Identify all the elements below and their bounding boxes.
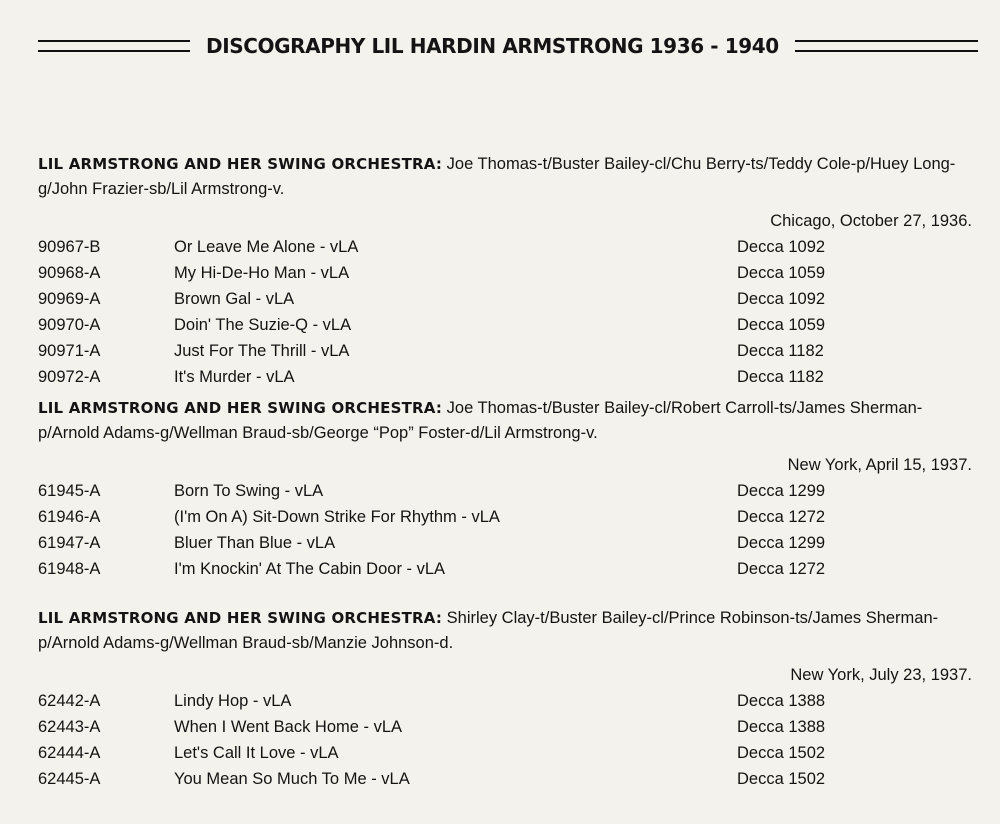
- matrix-number: 90970-A: [38, 315, 101, 334]
- matrix-number: 90969-A: [38, 289, 101, 308]
- session-personnel: [38, 152, 972, 202]
- matrix-number: 61948-A: [38, 559, 101, 578]
- personnel-list: Shirley Clay-t/Buster Bailey-cl/Prince Robinson-ts/James Sherman-p/Arnold Adams-g/Wellman Braud-sb/Manzie Johnson-d.: [38, 609, 939, 652]
- personnel-list: Joe Thomas-t/Buster Bailey-cl/Chu Berry-ts/Teddy Cole-p/Huey Long-g/John Frazier-sb/Lil Armstrong-v.: [38, 155, 956, 198]
- record-label: Decca 1272: [737, 559, 826, 578]
- track-title: Let's Call It Love - vLA: [174, 743, 339, 762]
- track-title: Lindy Hop - vLA: [174, 691, 292, 710]
- track-title: I'm Knockin' At The Cabin Door - vLA: [174, 559, 446, 578]
- record-label: Decca 1059: [737, 315, 826, 334]
- track-row: [38, 556, 972, 582]
- session-personnel: [38, 396, 972, 446]
- session-place-date: New York, April 15, 1937.: [787, 456, 972, 474]
- session-block: [38, 606, 972, 792]
- track-title: Or Leave Me Alone - vLA: [174, 237, 359, 256]
- track-row: [38, 260, 972, 286]
- matrix-number: 62445-A: [38, 769, 101, 788]
- record-label: Decca 1299: [737, 481, 826, 500]
- track-row: [38, 234, 972, 260]
- track-row: [38, 504, 972, 530]
- record-label: Decca 1502: [737, 769, 826, 788]
- personnel-list: Joe Thomas-t/Buster Bailey-cl/Robert Carroll-ts/James Sherman-p/Arnold Adams-g/Wellman Braud-sb/George “Pop” Foster-d/Lil Armstrong-v.: [38, 399, 923, 442]
- page-header: [38, 28, 978, 64]
- page-title: DISCOGRAPHY LIL HARDIN ARMSTRONG 1936 - 1940: [206, 34, 779, 58]
- track-title: Brown Gal - vLA: [174, 289, 295, 308]
- matrix-number: 62443-A: [38, 717, 101, 736]
- track-title: When I Went Back Home - vLA: [174, 717, 403, 736]
- record-label: Decca 1092: [737, 237, 826, 256]
- band-name: LIL ARMSTRONG AND HER SWING ORCHESTRA:: [38, 155, 443, 173]
- track-row: [38, 688, 972, 714]
- matrix-number: 90971-A: [38, 341, 101, 360]
- matrix-number: 90967-B: [38, 237, 101, 256]
- track-title: You Mean So Much To Me - vLA: [174, 769, 410, 788]
- track-row: [38, 740, 972, 766]
- track-title: My Hi-De-Ho Man - vLA: [174, 263, 350, 282]
- matrix-number: 61946-A: [38, 507, 101, 526]
- session-personnel: [38, 606, 972, 656]
- track-table: [38, 688, 972, 792]
- matrix-number: 61945-A: [38, 481, 101, 500]
- record-label: Decca 1272: [737, 507, 826, 526]
- record-label: Decca 1092: [737, 289, 826, 308]
- record-label: Decca 1502: [737, 743, 826, 762]
- track-row: [38, 312, 972, 338]
- header-rule-right: [795, 40, 978, 52]
- track-table: [38, 234, 972, 390]
- track-row: [38, 766, 972, 792]
- record-label: Decca 1388: [737, 717, 826, 736]
- track-title: (I'm On A) Sit-Down Strike For Rhythm - vLA: [174, 507, 500, 526]
- record-label: Decca 1299: [737, 533, 826, 552]
- matrix-number: 61947-A: [38, 533, 101, 552]
- record-label: Decca 1182: [737, 367, 824, 386]
- track-row: [38, 478, 972, 504]
- band-name: LIL ARMSTRONG AND HER SWING ORCHESTRA:: [38, 399, 443, 417]
- session-place-date: Chicago, October 27, 1936.: [770, 212, 972, 230]
- record-label: Decca 1182: [737, 341, 824, 360]
- matrix-number: 62442-A: [38, 691, 101, 710]
- track-row: [38, 338, 972, 364]
- track-title: It's Murder - vLA: [174, 367, 295, 386]
- session-place-date: New York, July 23, 1937.: [790, 666, 972, 684]
- session-block: [38, 152, 972, 390]
- track-row: [38, 530, 972, 556]
- band-name: LIL ARMSTRONG AND HER SWING ORCHESTRA:: [38, 609, 443, 627]
- track-title: Just For The Thrill - vLA: [174, 341, 350, 360]
- matrix-number: 90968-A: [38, 263, 101, 282]
- session-block: [38, 396, 972, 582]
- track-title: Born To Swing - vLA: [174, 481, 324, 500]
- track-table: [38, 478, 972, 582]
- track-row: [38, 364, 972, 390]
- header-rule-left: [38, 40, 190, 52]
- record-label: Decca 1059: [737, 263, 826, 282]
- track-row: [38, 286, 972, 312]
- matrix-number: 90972-A: [38, 367, 101, 386]
- track-row: [38, 714, 972, 740]
- matrix-number: 62444-A: [38, 743, 101, 762]
- record-label: Decca 1388: [737, 691, 826, 710]
- track-title: Bluer Than Blue - vLA: [174, 533, 336, 552]
- track-title: Doin' The Suzie-Q - vLA: [174, 315, 352, 334]
